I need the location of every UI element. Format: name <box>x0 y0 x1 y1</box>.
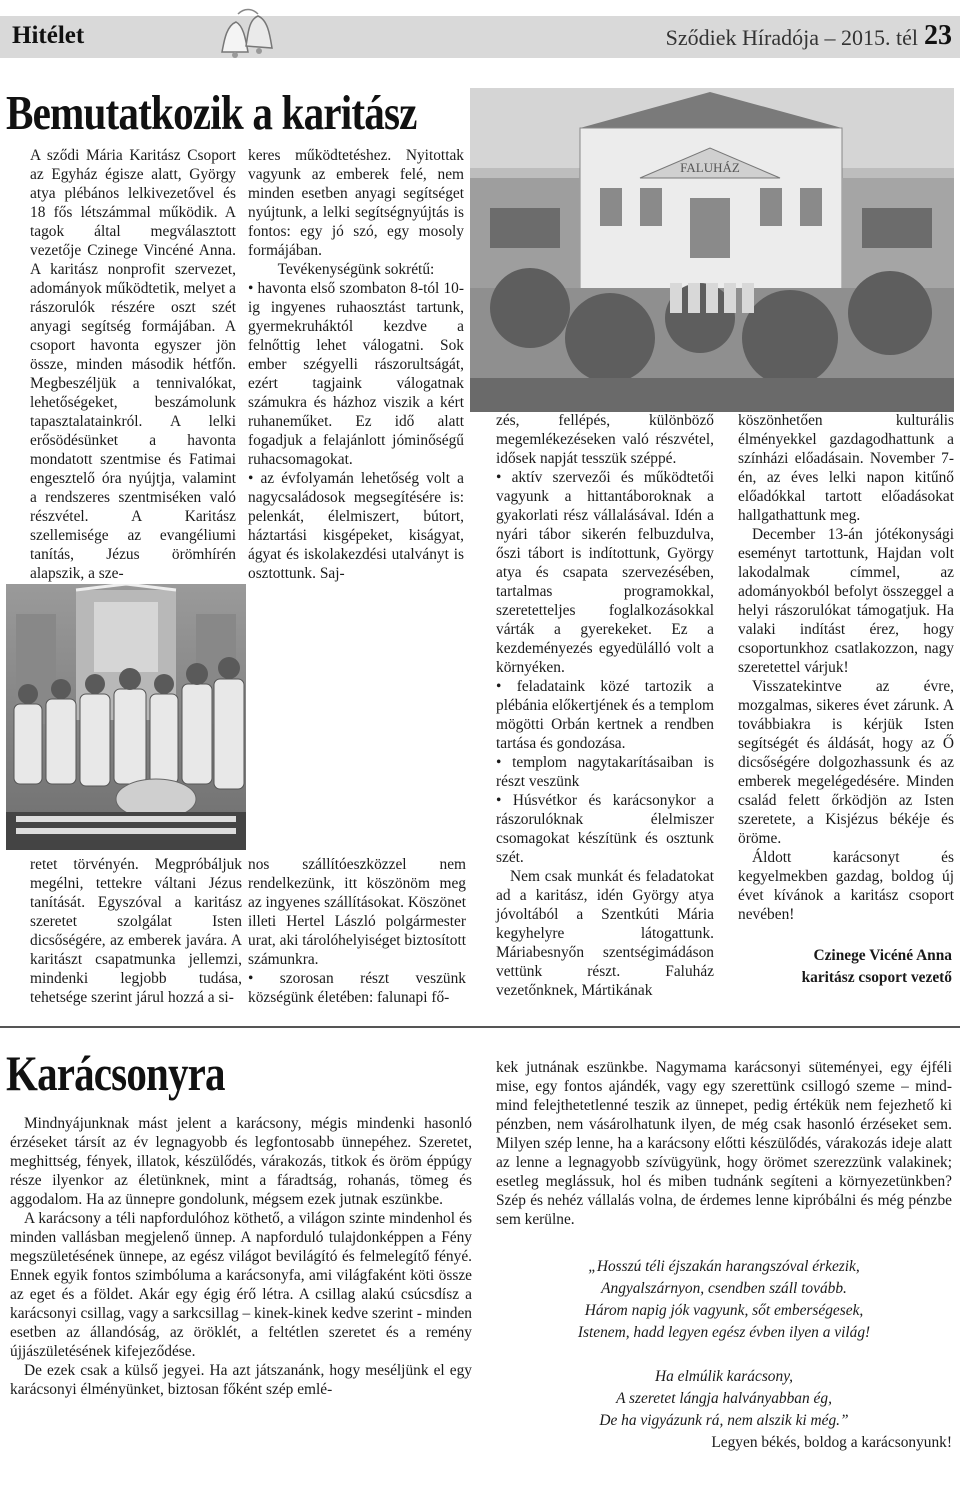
signature-role: karitász csoport vezető <box>801 969 952 986</box>
bullet-item: • szorosan részt veszünk községünk életében: falunapi fő- <box>248 970 466 1006</box>
page-header <box>0 0 960 78</box>
bullet-item: • templom nagytakarításaiban is részt veszünk <box>496 754 714 790</box>
publication-name: Sződiek Híradója – 2015. tél <box>665 25 918 50</box>
christmas-bells-icon <box>218 8 278 70</box>
bullet-item: • aktív szervezői és működtetői vagyunk a hittantáboroknak a gyakorlati rész vállalásával. Idén a nyári tábor sikerén felbuzdulva, őszi tábort is indítottunk, György atya és csapata szervezésében, tartalmas programokkal, szeretetteljes foglalkozásokkal várták a gyerekeket. Ez a kezdeményezés egyedülálló volt a környéken. <box>496 469 714 676</box>
paragraph: A sződi Mária Karitász Csoport az Egyház égisze alatt, György atya plébános lelkivezetővel és 18 fős létszámmal működik. A tagok által megválasztott vezetője Czinege Vincéné Anna. A karitász nonprofit szervezet, adományok működtetik, melyet a rászorulók részére oszt szét anyagi segítség formájában. A csoport havonta egyszer jön össze, minden második hétfőn. Megbeszéljük a tennivalókat, lehetőségeket, beszámolunk tapasztalatainkról. A lelki erősödésünket a havonta mondatott szentmise és Fatimai engesztelő óra nyújtja, valamint a rendszeres szentmiséken való részvétel. A Karitász szellemisége az evangéliumi tanítás, Jézus örömhírén alapszik, a sze- <box>30 147 237 582</box>
paragraph: kek jutnának eszünkbe. Nagymama karácsonyi süteményei, egy éjféli mise, egy fontos ajándék, vagy egy szerettünk csillogó szeme – mind-mind felejthetetlenné teszik az ünnepet, pedig értékük nem fejezhető ki pénzben, nem vásárolhatunk ilyen, de még csak hasonló érzéseket sem. Milyen szép lenne, ha a karácsony előtti készülődés, várakozás ideje alatt az lenne a legnagyobb szívügyünk, hogy örömet szerezzünk valakinek; esetleg meglássuk, hol és miben tudnánk segíteni a környezetünkben? Szép és nehéz vállalás volna, de érdemes lenne kipróbálni és még pénzbe sem kerülne. <box>496 1059 952 1228</box>
page-number: 23 <box>924 20 952 51</box>
poem-line: Ha elmúlik karácsony, <box>654 1368 794 1385</box>
paragraph: Áldott karácsonyt és kegyelmekben gazdag, boldog új évet kívánok a karitász csoport nevében! <box>738 849 954 923</box>
signature-name: Czinege Vicéné Anna <box>813 947 952 964</box>
closing-line: Legyen békés, boldog a karácsonyunk! <box>711 1434 952 1451</box>
bullet-item: • feladataink közé tartozik a plébánia előkertjének és a templom mögötti Orbán kertnek a rendben tartása és gondozása. <box>496 678 714 752</box>
article1-signature <box>732 945 952 989</box>
article1-column-3 <box>496 411 714 1000</box>
article1-column-4 <box>738 411 954 924</box>
poem-line: Angyalszárnyon, csendben száll tovább. <box>601 1280 847 1297</box>
paragraph: retet törvényén. Megpróbáljuk megélni, tettekre váltani Jézus tanítását. Egyszóval a karitász szeretet szolgálat Isten dicsőségére, az emberek javára. A karitászt csapatmunka jellemzi, mindenki legjobb tudása, tehetsége szerint járul hozzá a si- <box>30 856 242 1006</box>
section-divider <box>0 1026 960 1028</box>
photo-faluhaz-building <box>470 88 954 412</box>
paragraph: December 13-án jótékonysági eseményt tartottunk, Hajdan volt lakodalmak címmel, az adományokból befolyt összeggel a helyi rászorulókat támogatjuk. Ha valaki indítást érez, hogy csoportunkhoz csatlakozzon, nagy szeretettel várjuk! <box>738 526 954 676</box>
paragraph: Mindnyájunknak mást jelent a karácsony, mégis mindenki hasonló érzéseket társít az év legnagyobb és legfontosabb ünnepéhez. Szeretet, meghittség, fények, illatok, készülődés, várakozás, titkok és öröm éppúgy része ilyenkor az életünknek, mint a fáradtság, rohanás, tömeg és aggodalom. Ha az ünnepre gondolunk, mégsem ezek jutnak eszünkbe. <box>10 1115 472 1208</box>
article2-column-left <box>10 1114 472 1399</box>
poem <box>496 1256 952 1432</box>
article1-column-2 <box>248 146 464 583</box>
poem-line: „Hosszú téli éjszakán harangszóval érkezik, <box>588 1258 860 1275</box>
article1-column-1 <box>30 146 236 583</box>
paragraph: keres működtetéshez. Nyitottak vagyunk az emberek felé, nem minden esetben anyagi segítséget nyújtunk, a lelki segítségnyújtás is fontos: egy jó szó, egy mosoly formájában. <box>248 147 464 259</box>
paragraph: zés, fellépés, különböző megemlékezéseken való részvétel, idősek napját tesszük széppé. <box>496 412 714 467</box>
building-sign: FALUHÁZ <box>680 160 740 175</box>
poem-line: A szeretet lángja halványabban ég, <box>616 1390 832 1407</box>
poem-line <box>496 1344 952 1366</box>
paragraph: De ezek csak a külső jegyei. Ha azt játszanánk, hogy meséljünk el egy karácsonyi élményünket, biztosan főként szép emlé- <box>10 1362 472 1398</box>
article-title-karacsonyra: Karácsonyra <box>6 1045 225 1101</box>
bullet-item: • havonta első szombaton 8-tól 10-ig ingyenes ruhaosztást tartunk, gyermekruháktól kezdve a felnőttig lehet válogatni. Sok ember szégyelli rászorultságát, ezért tagjaink válogatnak számukra és házhoz viszik a kért ruhaneműket. Ez idő alatt fogadjuk a felajánlott jóminőségű ruhacsomagokat. <box>248 280 464 468</box>
article-title-karitasz: Bemutatkozik a karitász <box>6 85 417 140</box>
article2-column-right <box>496 1058 952 1229</box>
bullet-item: • az évfolyamán lehetőség volt a nagycsaládosok megsegítésére is: pelenkát, élelmiszert, bútort, háztartási kisgépeket, kiságyat, ágyat és iskolakezdési utalványt is osztottunk. Saj- <box>248 470 464 582</box>
paragraph: Tevékenységünk sokrétű: <box>277 261 435 278</box>
paragraph: A karácsony a téli napfordulóhoz köthető, a világon szinte mindenhol és minden vallásban megjelenő ünnep. A napforduló tulajdonképpen a Fény megszületésének ünnepe, az egész világot bevilágító és felmelegítő fényé. Ennek egyik fontos szimbóluma a karácsonyfa, ami világfaként köti össze az eget és a földet. Akár egy égig érő létra. A csillag alakú csúcsdísz a karácsonyi csillag, vagy a sarkcsillag – kinek-kinek kedve szerint - minden esetben az állandóság, az öröklét, a feltétlen szeretet és a remény újjászületésének kifejeződése. <box>10 1210 472 1360</box>
paragraph: nos szállítóeszközzel nem rendelkezünk, itt köszönöm meg az ingyenes szállításokat. Köszönet illeti Hertel László polgármester urat, aki tárolóhelyiséget biztosított számunkra. <box>248 856 466 968</box>
article1-column-2-continued <box>248 855 466 1007</box>
section-name: Hitélet <box>12 22 85 49</box>
paragraph: köszönhetően kulturális élményekkel gazdagodhattunk a színházi előadásain. November 7-én, az éves lelki napon kitűnő előadókkal tartott előadásokat hallgathattunk meg. <box>738 412 954 524</box>
article1-column-1-continued <box>30 855 242 1007</box>
paragraph: Nem csak munkát és feladatokat ad a karitász, idén György atya jóvoltából a Szentkúti Mária kegyhelyre látogattunk. Máriabesnyőn szentségimádáson vettünk részt. Faluház vezetőnknek, Mártikának <box>496 868 714 999</box>
bullet-item: • Húsvétkor és karácsonykor a rászorulóknak élelmiszer csomagokat készítünk és osztunk szét. <box>496 792 714 866</box>
poem-line: De ha vigyázunk rá, nem alszik ki még.” <box>599 1412 849 1429</box>
poem-line: Három napig jók vagyunk, sőt emberségesek, <box>584 1302 864 1319</box>
photo-choir-in-church <box>6 584 246 850</box>
paragraph: Visszatekintve az évre, mozgalmas, sikeres évet zárunk. A továbbiakra is kérjük Isten segítségét és áldását, hogy az Ő dicsőségére dolgozhassunk és az emberek megelégedésére. Minden család felett őrködjön az Isten szeretete, a Kisjézus békéje és öröme. <box>738 678 954 847</box>
poem-line: Istenem, hadd legyen egész évben ilyen a világ! <box>577 1324 871 1341</box>
